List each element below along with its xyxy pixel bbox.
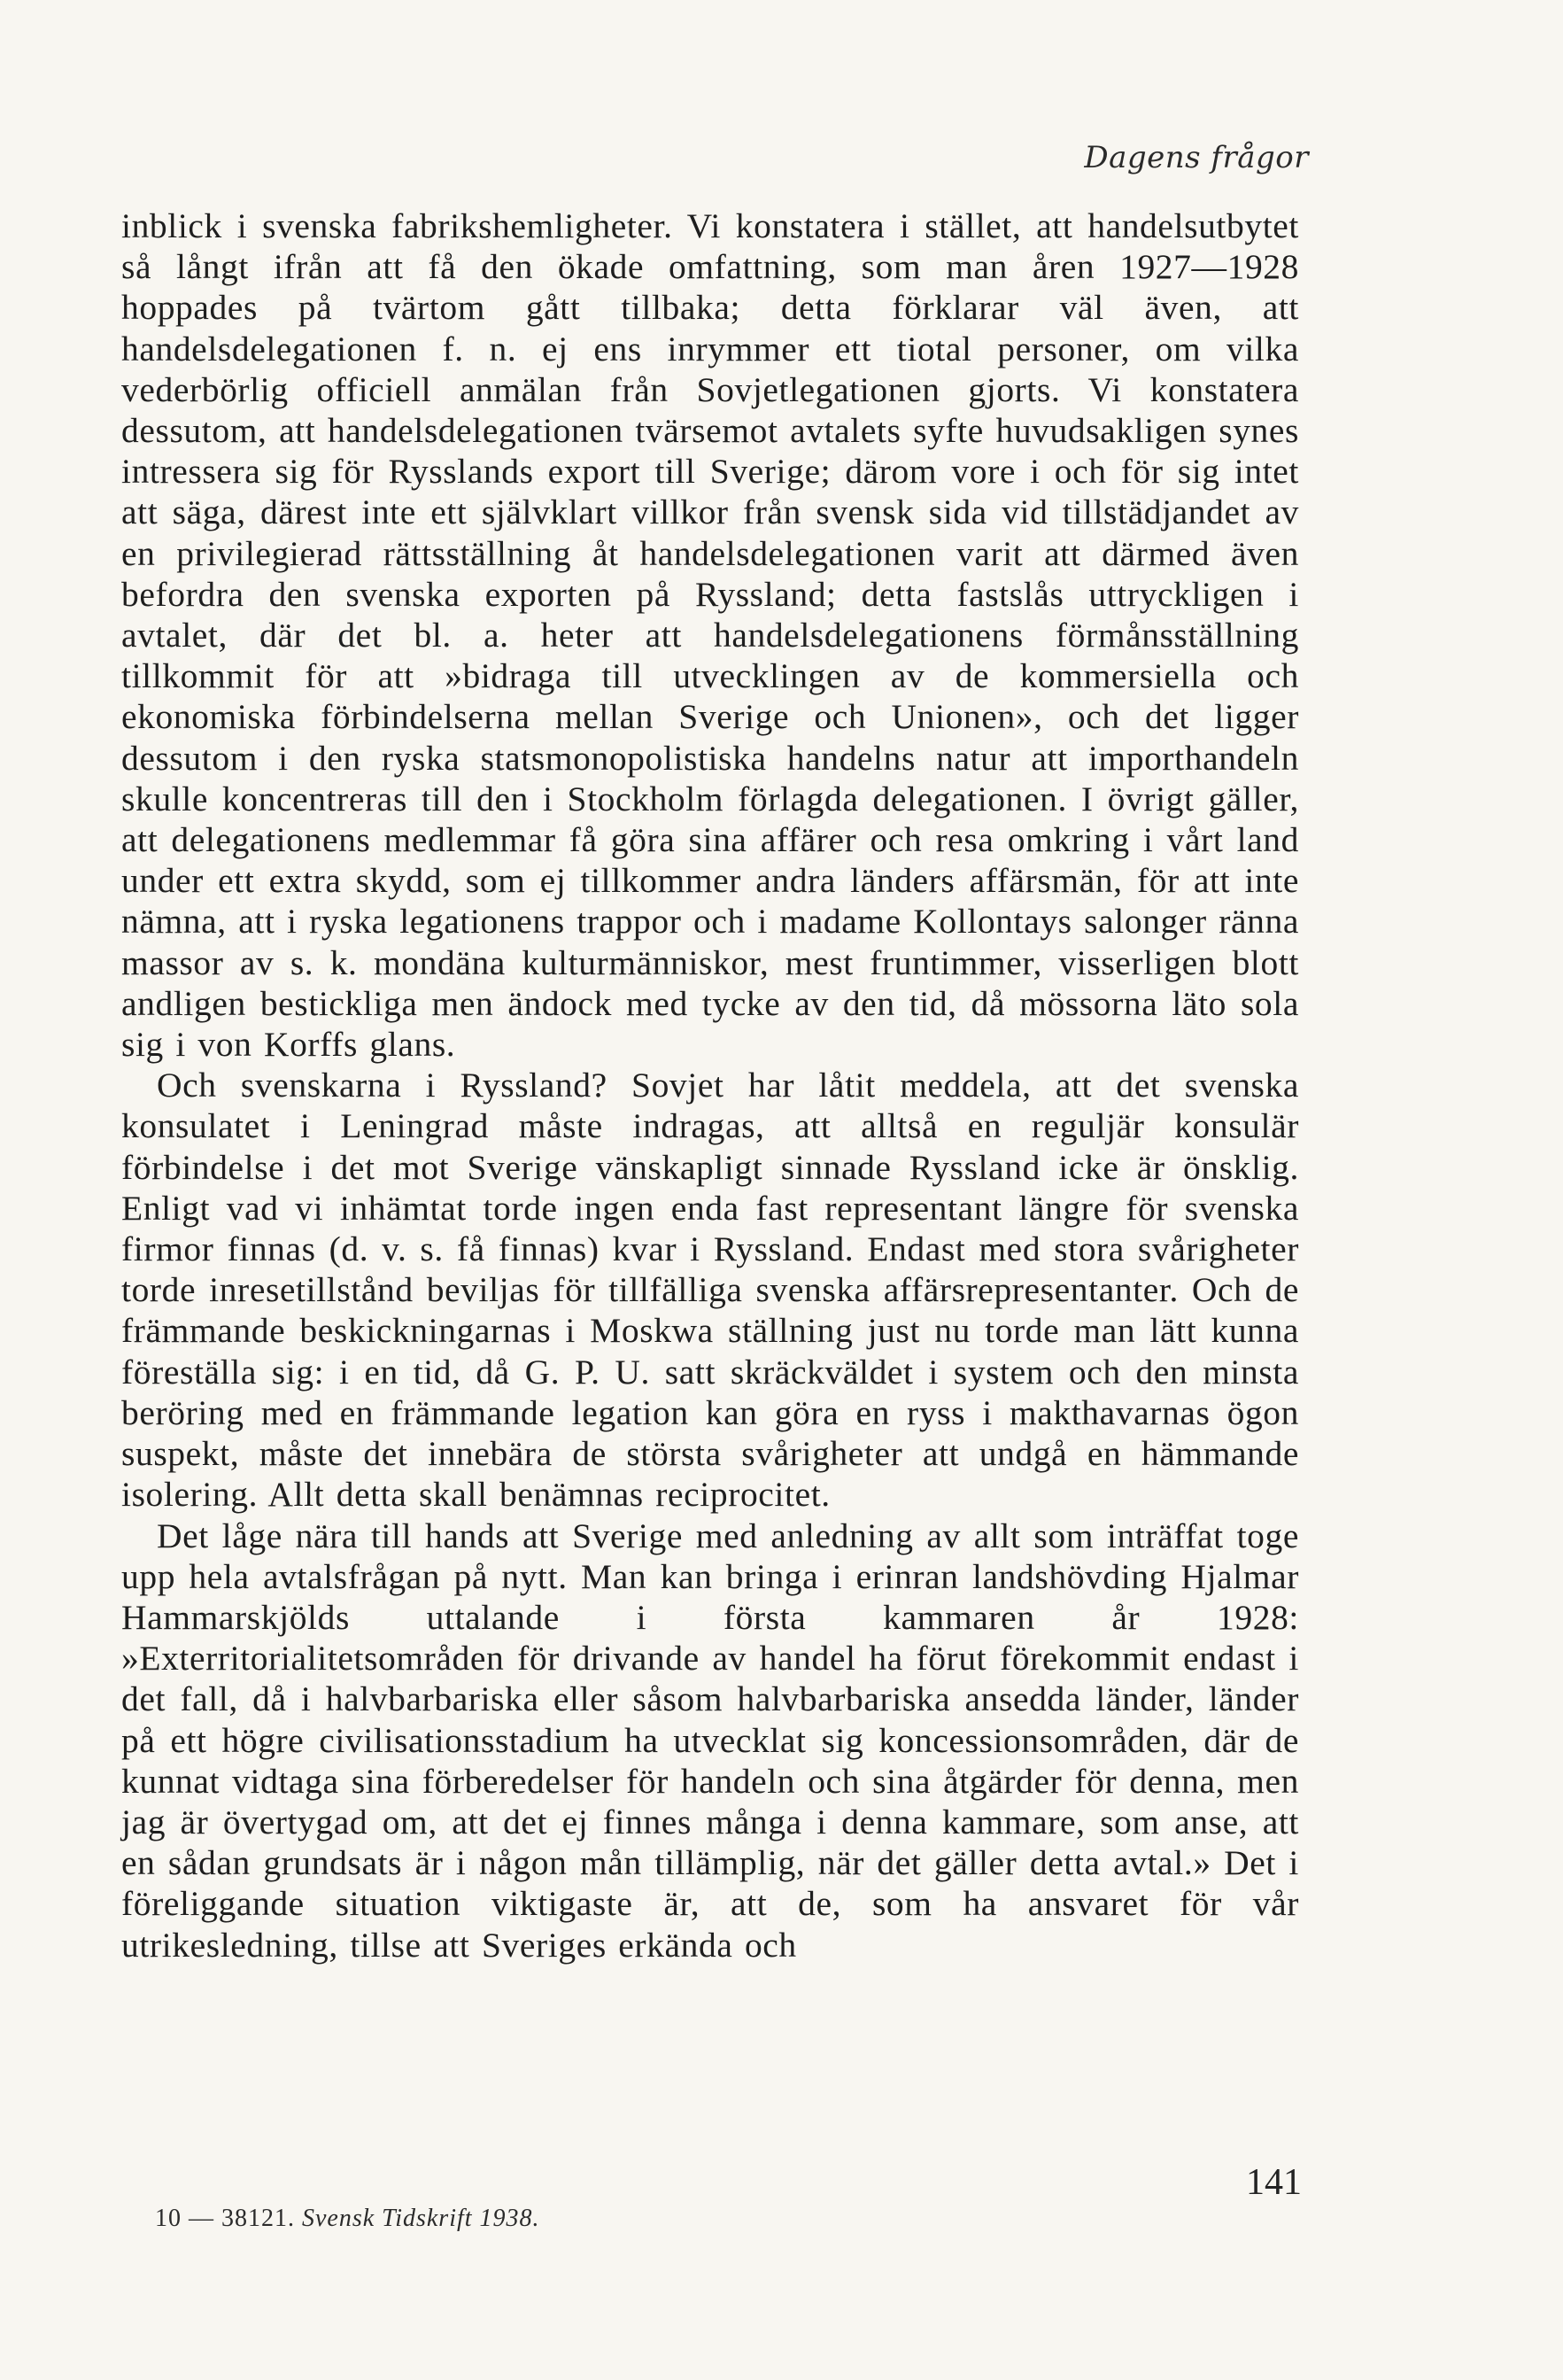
- page-number: 141: [1246, 2162, 1302, 2203]
- paragraph-2: Och svenskarna i Ryssland? Sovjet har låtit meddela, att det svenska konsulatet i Leningrad måste indragas, att alltså en reguljär konsulär förbindelse i det mot Sverige vänskapligt sinnade Ryssland icke är önsklig. Enligt vad vi inhämtat torde ingen enda fast representant längre för svenska firmor finnas (d. v. s. få finnas) kvar i Ryssland. Endast med stora svårigheter torde inresetillstånd beviljas för tillfälliga svenska affärsrepresentanter. Och de främmande beskickningarnas i Moskwa ställning just nu torde man lätt kunna föreställa sig: i en tid, då G. P. U. satt skräckväldet i system och den minsta beröring med en främmande legation kan göra en ryss i makthavarnas ögon suspekt, måste det innebära de största svårigheter att undgå en hämmande isolering. Allt detta skall benämnas reciprocitet.: [121, 1066, 1299, 1515]
- printer-signature: 10 — 38121.: [155, 2205, 295, 2232]
- running-head: Dagens frågor: [1084, 140, 1309, 175]
- footer-imprint: [155, 2205, 540, 2233]
- journal-name: Svensk Tidskrift 1938.: [302, 2205, 540, 2232]
- paragraph-3: Det låge nära till hands att Sverige med anledning av allt som inträffat toge upp hela avtalsfrågan på nytt. Man kan bringa i erinran landshövding Hjalmar Hammarskjölds uttalande i första kammaren år 1928: »Exterritorialitetsområden för drivande av handel ha förut förekommit endast i det fall, då i halvbarbariska eller såsom halvbarbariska ansedda länder, länder på ett högre civilisationsstadium ha utvecklat sig koncessionsområden, där de kunnat vidtaga sina förberedelser för handeln och sina åtgärder för denna, men jag är övertygad om, att det ej finnes många i denna kammare, som anse, att en sådan grundsats är i någon mån tillämplig, när det gäller detta avtal.» Det i föreliggande situation viktigaste är, att de, som ha ansvaret för vår utrikesledning, tillse att Sveriges erkända och: [121, 1516, 1299, 1965]
- paragraph-1: inblick i svenska fabrikshemligheter. Vi konstatera i stället, att handelsutbytet så långt ifrån att få den ökade omfattning, som man åren 1927—1928 hoppades på tvärtom gått tillbaka; detta förklarar väl även, att handelsdelegationen f. n. ej ens inrymmer ett tiotal personer, om vilka vederbörlig officiell anmälan från Sovjetlegationen gjorts. Vi konstatera dessutom, att handelsdelegationen tvärsemot avtalets syfte huvudsakligen synes intressera sig för Rysslands export till Sverige; därom vore i och för sig intet att säga, därest inte ett självklart villkor från svensk sida vid tillstädjandet av en privilegierad rättsställning åt handelsdelegationen varit att därmed även befordra den svenska exporten på Ryssland; detta fastslås uttryckligen i avtalet, där det bl. a. heter att handelsdelegationens förmånsställning tillkommit för att »bidraga till utvecklingen av de kommersiella och ekonomiska förbindelserna mellan Sverige och Unionen», och det ligger dessutom i den ryska statsmonopolistiska handelns natur att importhandeln skulle koncentreras till den i Stockholm förlagda delegationen. I övrigt gäller, att delegationens medlemmar få göra sina affärer och resa omkring i vårt land under ett extra skydd, som ej tillkommer andra länders affärsmän, för att inte nämna, att i ryska legationens trappor och i madame Kollontays salonger ränna massor av s. k. mondäna kulturmänniskor, mest fruntimmer, visserligen blott andligen bestickliga men ändock med tycke av den tid, då mössorna läto sola sig i von Korffs glans.: [121, 206, 1299, 1065]
- body-text: [121, 205, 1299, 1965]
